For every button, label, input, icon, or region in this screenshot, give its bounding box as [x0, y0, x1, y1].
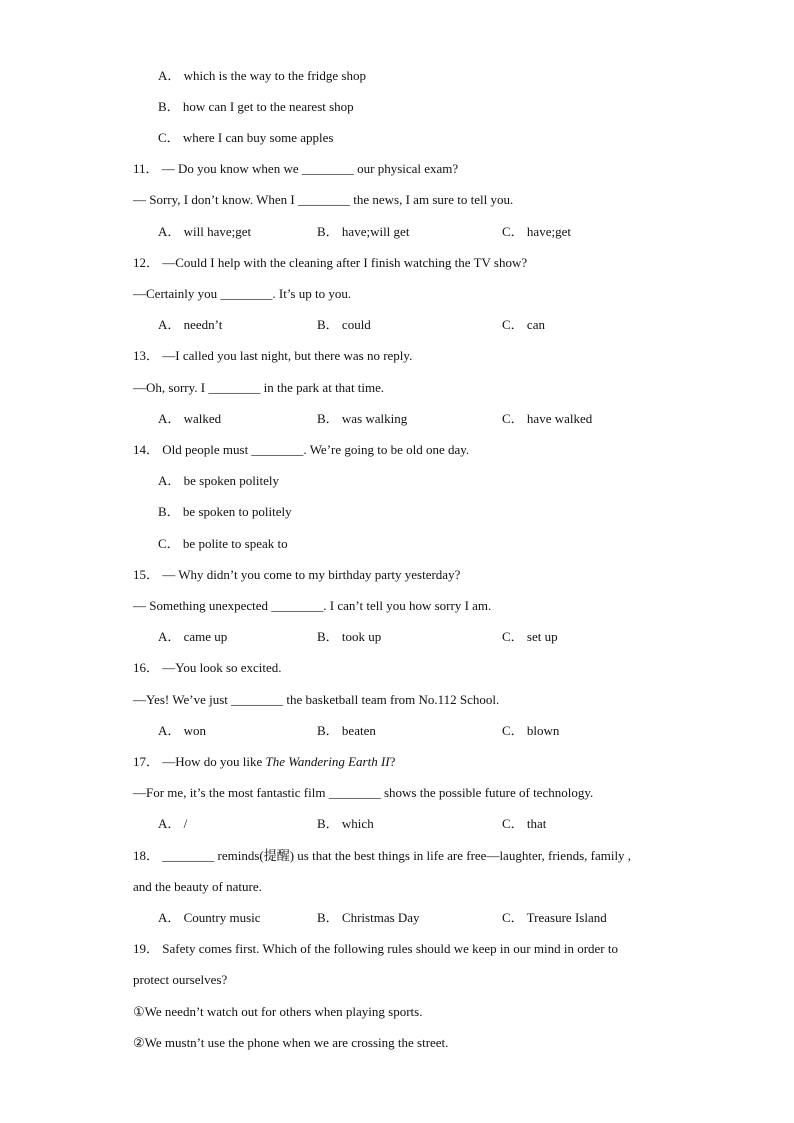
- q11-option-b: B． have;will get: [317, 224, 410, 239]
- q16-option-c: C． blown: [502, 723, 560, 738]
- q11-options: [158, 224, 758, 240]
- q13-options: [158, 411, 758, 427]
- q19-stem: 19． Safety comes first. Which of the following rules should we keep in our mind in order to: [133, 941, 618, 956]
- q18-options: [158, 910, 758, 926]
- q17-stem-pre: 17． —How do you like: [133, 754, 266, 769]
- q12-option-a: A． needn’t: [158, 317, 223, 332]
- q13-response: —Oh, sorry. I ________ in the park at that time.: [133, 380, 385, 395]
- q10-option-a: A． which is the way to the fridge shop: [158, 68, 366, 83]
- q16-response: —Yes! We’ve just ________ the basketball team from No.112 School.: [133, 692, 500, 707]
- q15-option-b: B． took up: [317, 629, 382, 644]
- q11-option-c: C． have;get: [502, 224, 571, 239]
- q18-option-b: B． Christmas Day: [317, 910, 420, 925]
- q15-options: [158, 629, 758, 645]
- q15-response: — Something unexpected ________. I can’t tell you how sorry I am.: [133, 598, 492, 613]
- q12-option-b: B． could: [317, 317, 371, 332]
- q17-option-b: B． which: [317, 816, 374, 831]
- q16-option-a: A． won: [158, 723, 207, 738]
- q17-stem-post: ?: [389, 754, 396, 769]
- q12-option-c: C． can: [502, 317, 545, 332]
- q15-stem: 15． — Why didn’t you come to my birthday party yesterday?: [133, 567, 461, 582]
- q13-option-c: C． have walked: [502, 411, 593, 426]
- q10-option-b: B． how can I get to the nearest shop: [158, 99, 354, 114]
- q12-stem: 12． —Could I help with the cleaning after I finish watching the TV show?: [133, 255, 528, 270]
- q11-response: — Sorry, I don’t know. When I ________ the news, I am sure to tell you.: [133, 192, 514, 207]
- q18-option-a: A． Country music: [158, 910, 261, 925]
- q12-options: [158, 317, 758, 333]
- q14-option-b: B． be spoken to politely: [158, 504, 292, 519]
- q19-stem-cont: protect ourselves?: [133, 972, 228, 987]
- q12-response: —Certainly you ________. It’s up to you.: [133, 286, 352, 301]
- q19-rule-1: ①We needn’t watch out for others when playing sports.: [133, 1004, 423, 1019]
- q11-stem: 11． — Do you know when we ________ our physical exam?: [133, 161, 459, 176]
- q16-option-b: B． beaten: [317, 723, 376, 738]
- q13-option-b: B． was walking: [317, 411, 408, 426]
- q18-stem-cont: and the beauty of nature.: [133, 879, 262, 894]
- q17-options: [158, 816, 758, 832]
- q17-film-title: The Wandering Earth II: [265, 754, 390, 769]
- q17-option-a: A． /: [158, 816, 188, 831]
- q18-option-c: C． Treasure Island: [502, 910, 607, 925]
- q17-response: —For me, it’s the most fantastic film ________ shows the possible future of technology.: [133, 785, 594, 800]
- q13-stem: 13． —I called you last night, but there was no reply.: [133, 348, 413, 363]
- q14-stem: 14． Old people must ________. We’re going to be old one day.: [133, 442, 470, 457]
- q15-option-c: C． set up: [502, 629, 558, 644]
- q16-stem: 16． —You look so excited.: [133, 660, 282, 675]
- q17-option-c: C． that: [502, 816, 547, 831]
- q10-option-c: C． where I can buy some apples: [158, 130, 334, 145]
- q18-stem: 18． ________ reminds(提醒) us that the best things in life are free—laughter, friends, family ,: [133, 848, 632, 863]
- q13-option-a: A． walked: [158, 411, 222, 426]
- q11-option-a: A． will have;get: [158, 224, 252, 239]
- q17-stem: [133, 754, 395, 770]
- q15-option-a: A． came up: [158, 629, 228, 644]
- q19-rule-2: ②We mustn’t use the phone when we are crossing the street.: [133, 1035, 449, 1050]
- q14-option-a: A． be spoken politely: [158, 473, 279, 488]
- q16-options: [158, 723, 758, 739]
- q14-option-c: C． be polite to speak to: [158, 536, 288, 551]
